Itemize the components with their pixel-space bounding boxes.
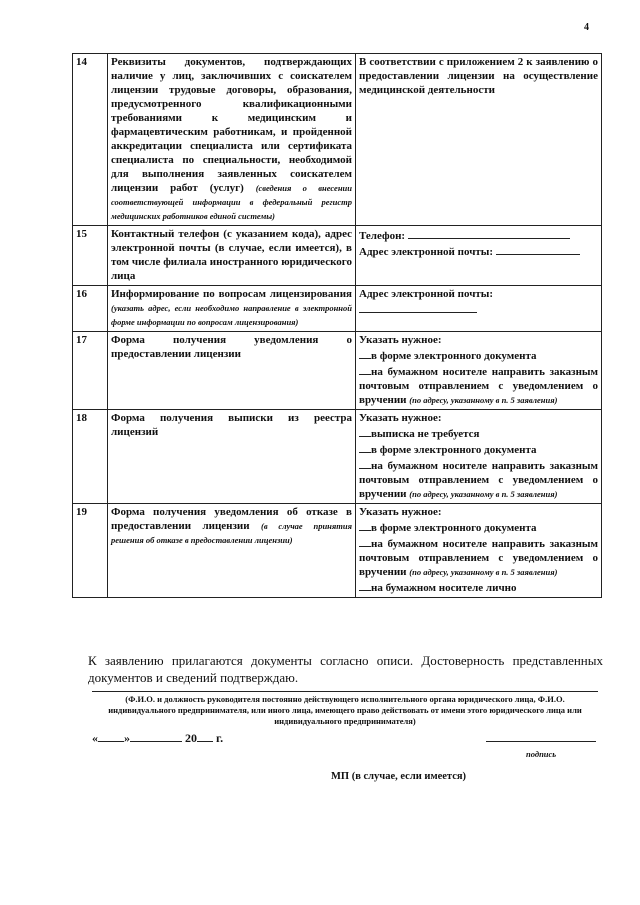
row-description: [108, 286, 356, 332]
email-label: Адрес электронной почты:: [359, 288, 494, 300]
row-label: Форма получения выписки из реестра лицензий: [111, 412, 352, 438]
option-checkbox[interactable]: [359, 457, 371, 469]
row-label: Контактный телефон (с указанием кода), адрес электронной почты (в случае, если имеется), в том числе филиала иностранного юридического лица: [111, 228, 352, 282]
option-electronic: в форме электронного документа: [371, 444, 537, 456]
row-description: [108, 410, 356, 504]
row-value: [356, 286, 602, 332]
row-description: [108, 332, 356, 410]
table-row: [73, 54, 602, 226]
email-label: Адрес электронной почты:: [359, 246, 494, 258]
option-checkbox[interactable]: [359, 441, 371, 453]
page-number: 4: [584, 22, 589, 33]
table-row: [73, 286, 602, 332]
date-year-field[interactable]: [197, 730, 213, 742]
row-value: [356, 226, 602, 286]
row-label: Информирование по вопросам лицензирования: [111, 288, 352, 300]
option-electronic: в форме электронного документа: [371, 350, 537, 362]
option-checkbox[interactable]: [359, 519, 371, 531]
row-number: 17: [73, 332, 108, 410]
options-heading: Указать нужное:: [359, 506, 442, 518]
row-number: 15: [73, 226, 108, 286]
option-checkbox[interactable]: [359, 363, 371, 375]
row-value-text: В соответствии с приложением 2 к заявлению о предоставлении лицензии на осуществление медицинской деятельности: [359, 56, 598, 96]
phone-field[interactable]: [408, 227, 570, 239]
row-value: [356, 54, 602, 226]
row-label: Форма получения уведомления об отказе в предоставлении лицензии: [111, 506, 352, 532]
signature-line[interactable]: [486, 741, 596, 742]
stamp-label: МП (в случае, если имеется): [331, 771, 467, 782]
option-checkbox[interactable]: [359, 347, 371, 359]
date-open-quote: «: [92, 731, 98, 745]
attachment-statement: К заявлению прилагаются документы согласно описи. Достоверность представленных документов и сведений подтверждаю.: [88, 653, 603, 685]
option-note: (по адресу, указанному в п. 5 заявления): [409, 489, 558, 499]
row-note: (в случае принятия решения об отказе в предоставлении лицензии): [111, 521, 352, 545]
date-day-field[interactable]: [98, 730, 124, 742]
option-note: (по адресу, указанному в п. 5 заявления): [409, 567, 558, 577]
date-close-quote: »: [124, 731, 130, 745]
option-not-required: выписка не требуется: [371, 428, 480, 440]
date-year-suffix: г.: [216, 731, 224, 745]
table-row: [73, 226, 602, 286]
options-heading: Указать нужное:: [359, 334, 442, 346]
signer-caption: (Ф.И.О. и должность руководителя постоянно действующего исполнительного органа юридического лица, Ф.И.О. индивидуального предпринимателя, или иного лица, имеющего право действовать от имени этого юридического лица или индивидуального предпринимателя): [108, 694, 582, 726]
option-paper-mail: на бумажном носителе направить заказным почтовым отправлением с уведомлением о вручении: [359, 538, 598, 578]
row-number: 18: [73, 410, 108, 504]
date-year-prefix: 20: [185, 731, 197, 745]
application-form-table: [72, 53, 602, 598]
row-label: Форма получения уведомления о предоставлении лицензии: [111, 334, 352, 360]
option-paper-personal: на бумажном носителе лично: [371, 582, 517, 594]
table-row: [73, 504, 602, 598]
signature-caption: подпись: [526, 749, 557, 759]
option-paper-mail: на бумажном носителе направить заказным почтовым отправлением с уведомлением о вручении: [359, 366, 598, 406]
signer-name-line[interactable]: [92, 691, 598, 692]
date-line: [92, 730, 223, 746]
email-field[interactable]: [496, 243, 580, 255]
row-number: 14: [73, 54, 108, 226]
row-value: [356, 332, 602, 410]
options-heading: Указать нужное:: [359, 412, 442, 424]
date-month-field[interactable]: [130, 730, 182, 742]
row-note: (указать адрес, если необходимо направление в электронной форме информации по вопросам лицензирования): [111, 303, 352, 327]
table-row: [73, 410, 602, 504]
option-electronic: в форме электронного документа: [371, 522, 537, 534]
row-value: [356, 504, 602, 598]
row-value: [356, 410, 602, 504]
option-checkbox[interactable]: [359, 535, 371, 547]
row-description: [108, 504, 356, 598]
phone-label: Телефон:: [359, 230, 406, 242]
row-description: [108, 54, 356, 226]
row-note: (сведения о внесении соответствующей информации в федеральный регистр медицинских работников единой системы): [111, 183, 352, 221]
option-checkbox[interactable]: [359, 579, 371, 591]
option-note: (по адресу, указанному в п. 5 заявления): [409, 395, 558, 405]
row-number: 19: [73, 504, 108, 598]
row-label: Реквизиты документов, подтверждающих наличие у лиц, заключивших с соискателем лицензии трудовые договоры, образования, предусмотренного квалификационными требованиями к медицинским и фармацевтическим работникам, и пройденной аккредитации специалиста или сертификата специалиста по специальности, необходимой для выполнения заявленных соискателем лицензии работ (услуг): [111, 56, 352, 194]
row-description: [108, 226, 356, 286]
option-paper-mail: на бумажном носителе направить заказным почтовым отправлением с уведомлением о вручении: [359, 460, 598, 500]
row-number: 16: [73, 286, 108, 332]
table-row: [73, 332, 602, 410]
option-checkbox[interactable]: [359, 425, 371, 437]
email-field[interactable]: [359, 301, 477, 313]
